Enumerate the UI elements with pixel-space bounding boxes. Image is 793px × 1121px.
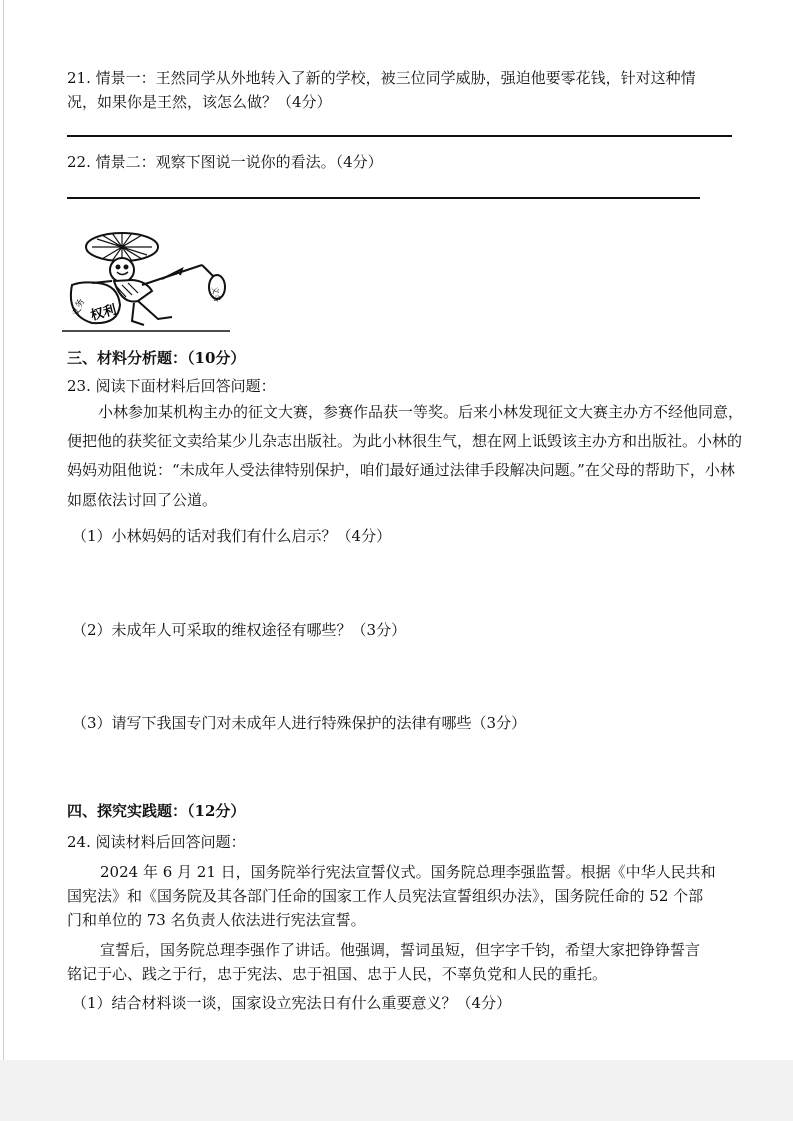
q24-para2-line: 铭记于心、践之于行，忠于宪法、忠于祖国、忠于人民，不辜负党和人民的重托。 [67,965,608,983]
cartoon-bag-label: 权利 [89,302,119,324]
q21-line1: 21. 情景一：王然同学从外地转入了新的学校，被三位同学威胁，强迫他要零花钱，针对这种情 [67,69,696,87]
cartoon-illustration [62,225,232,333]
q23-sub3: （3）请写下我国专门对未成年人进行特殊保护的法律有哪些（3分） [72,714,527,732]
section3-heading: 三、材料分析题：（10分） [67,349,246,367]
q23-intro: 23. 阅读下面材料后回答问题： [67,377,276,395]
answer-line-q22 [67,197,700,199]
q22-text: 22. 情景二：观察下图说一说你的看法。（4分） [67,153,383,171]
q24-para1-line: 2024 年 6 月 21 日，国务院举行宪法宣誓仪式。国务院总理李强监誓。根据《中华人民共和 [100,863,716,881]
q21-line2: 况，如果你是王然，该怎么做？（4分） [67,93,332,111]
q24-para1-line: 门和单位的 73 名负责人依法进行宪法宣誓。 [67,911,366,929]
q24-sub1: （1）结合材料谈一谈，国家设立宪法日有什么重要意义？（4分） [72,994,512,1012]
answer-line-q21 [67,135,732,137]
q24-para1-line: 国宪法》和《国务院及其各部门任命的国家工作人员宪法宣誓组织办法》，国务院任命的 52 个部 [67,887,704,905]
q24-intro: 24. 阅读材料后回答问题： [67,833,246,851]
q23-para-line: 小林参加某机构主办的征文大赛，参赛作品获一等奖。后来小林发现征文大赛主办方不经他同意， [98,403,744,421]
q23-para-line: 便把他的获奖征文卖给某少儿杂志出版社。为此小林很生气，想在网上诋毁该主办方和出版社。小林的 [67,432,743,450]
q23-para-line: 如愿依法讨回了公道。 [67,491,218,509]
q24-para2-line: 宣誓后，国务院总理李强作了讲话。他强调，誓词虽短，但字字千钧，希望大家把铮铮誓言 [100,941,701,959]
section4-heading: 四、探究实践题：（12分） [67,802,246,820]
cartoon-right-label: 义务 [210,285,222,304]
page-edge-line [3,0,4,1060]
q23-sub1: （1）小林妈妈的话对我们有什么启示？（4分） [72,527,392,545]
cartoon-left-label: 义务 [71,297,87,319]
q23-sub2: （2）未成年人可采取的维权途径有哪些？（3分） [72,621,407,639]
q23-para-line: 妈妈劝阻他说：“未成年人受法律特别保护，咱们最好通过法律手段解决问题。”在父母的帮助下，小林 [67,461,735,479]
